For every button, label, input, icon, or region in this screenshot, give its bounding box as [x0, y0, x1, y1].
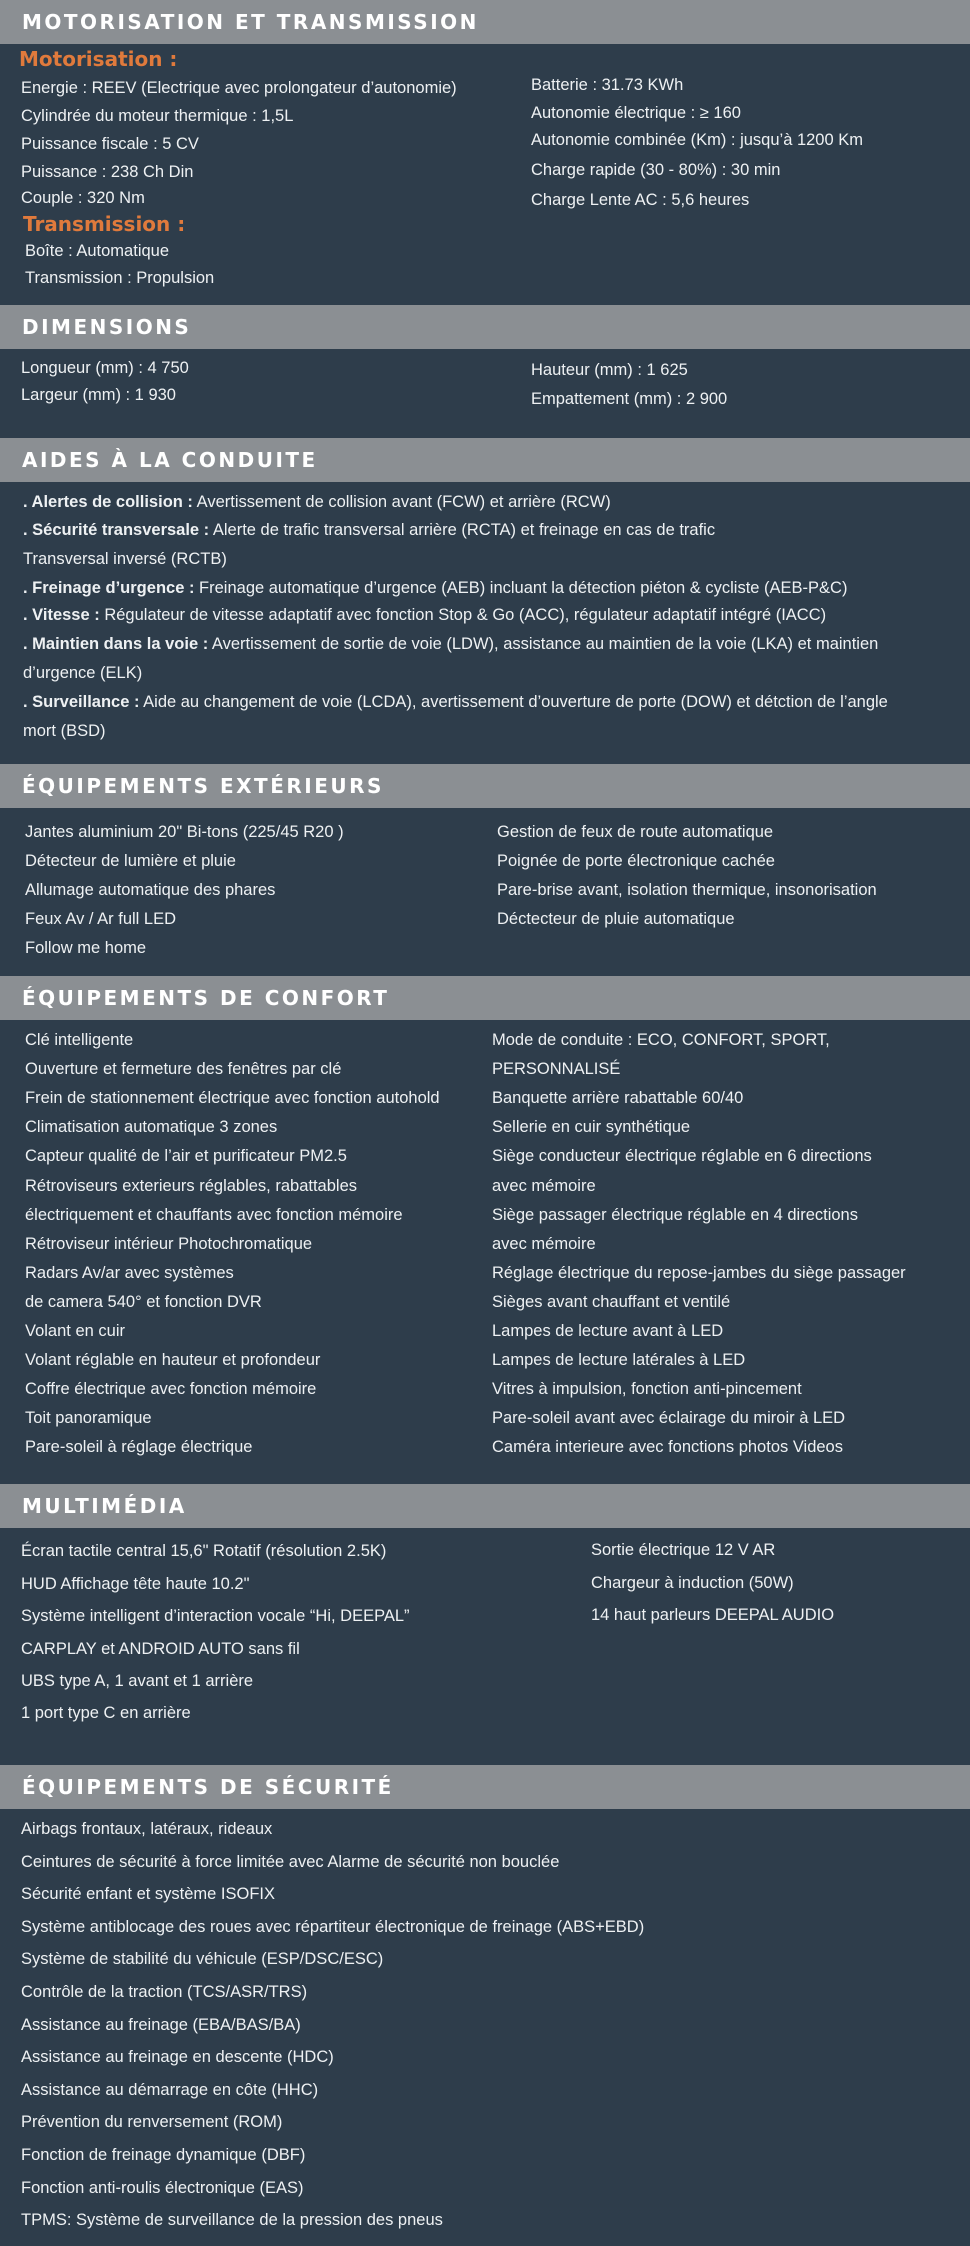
equip-line: Pare-brise avant, isolation thermique, insonorisation [497, 881, 877, 899]
securite-section [0, 1809, 970, 2246]
dimensions-section [0, 349, 970, 439]
equip-line: CARPLAY et ANDROID AUTO sans fil [21, 1640, 300, 1658]
equip-line: Coffre électrique avec fonction mémoire [25, 1380, 317, 1399]
equip-line: Assistance au démarrage en côte (HHC) [21, 2080, 319, 2099]
equip-line: Sellerie en cuir synthétique [492, 1118, 691, 1137]
equip-line: Volant réglable en hauteur et profondeur [25, 1351, 321, 1370]
equip-line: Capteur qualité de l’air et purificateur PM2.5 [25, 1147, 347, 1166]
equip-line: Clé intelligente [25, 1031, 134, 1049]
aide-item: . Sécurité transversale : Alerte de trafic transversal arrière (RCTA) et freinage en cas de trafic [23, 521, 716, 539]
exterieurs-header [0, 764, 970, 808]
equip-line: Vitres à impulsion, fonction anti-pincement [492, 1380, 802, 1399]
equip-line: Écran tactile central 15,6" Rotatif (résolution 2.5K) [21, 1542, 387, 1560]
equip-line: Toit panoramique [25, 1409, 152, 1428]
equip-line: Mode de conduite : ECO, CONFORT, SPORT, [492, 1031, 830, 1049]
equip-line: Sortie électrique 12 V AR [591, 1541, 776, 1559]
aide-item: mort (BSD) [23, 722, 106, 740]
equip-line: Rétroviseurs exterieurs réglables, rabattables [25, 1176, 357, 1195]
equip-line: Sièges avant chauffant et ventilé [492, 1292, 731, 1311]
equip-line: Contrôle de la traction (TCS/ASR/TRS) [21, 1983, 308, 2001]
equip-line: HUD Affichage tête haute 10.2" [21, 1575, 250, 1593]
equip-line: Lampes de lecture avant à LED [492, 1322, 724, 1340]
spec-line: Largeur (mm) : 1 930 [21, 386, 176, 404]
equip-line: Assistance au freinage en descente (HDC) [21, 2048, 334, 2067]
aide-item: . Freinage d’urgence : Freinage automatique d’urgence (AEB) incluant la détection piéton & cycliste (AEB-P&C) [23, 579, 848, 597]
spec-line: Charge rapide (30 - 80%) : 30 min [531, 161, 781, 179]
dimensions-header [0, 305, 970, 349]
equip-line: Radars Av/ar avec systèmes [25, 1263, 234, 1282]
equip-line: Système intelligent d’interaction vocale “Hi, DEEPAL” [21, 1607, 410, 1625]
equip-line: avec mémoire [492, 1234, 596, 1253]
securite-header [0, 1765, 970, 1809]
equip-line: Frein de stationnement électrique avec fonction autohold [25, 1089, 440, 1108]
equip-line: Airbags frontaux, latéraux, rideaux [21, 1820, 273, 1838]
spec-line: Energie : REEV (Electrique avec prolongateur d’autonomie) [21, 79, 457, 97]
spec-line: Transmission : Propulsion [25, 269, 215, 287]
spec-line: Puissance fiscale : 5 CV [21, 135, 199, 153]
equip-line: 14 haut parleurs DEEPAL AUDIO [591, 1606, 835, 1624]
confort-title: ÉQUIPEMENTS DE CONFORT [22, 986, 390, 1010]
multimedia-section [0, 1528, 970, 1764]
equip-line: Siège passager électrique réglable en 4 directions [492, 1205, 858, 1224]
equip-line: Pare-soleil à réglage électrique [25, 1438, 253, 1457]
equip-line: Chargeur à induction (50W) [591, 1574, 794, 1592]
equip-line: Allumage automatique des phares [25, 881, 276, 899]
securite-title: ÉQUIPEMENTS DE SÉCURITÉ [22, 1775, 394, 1799]
confort-section [0, 1020, 970, 1484]
equip-line: Rétroviseur intérieur Photochromatique [25, 1234, 313, 1253]
equip-line: 1 port type C en arrière [21, 1704, 191, 1722]
equip-line: Volant en cuir [25, 1322, 125, 1340]
equip-line: électriquement et chauffants avec fonction mémoire [25, 1205, 403, 1224]
equip-line: Caméra interieure avec fonctions photos Videos [492, 1438, 843, 1457]
aide-item: . Vitesse : Régulateur de vitesse adaptatif avec fonction Stop & Go (ACC), régulateur adaptatif intégré (IACC) [23, 606, 827, 624]
equip-line: Follow me home [25, 939, 147, 957]
spec-line: Empattement (mm) : 2 900 [531, 390, 728, 408]
motorisation-header [0, 0, 970, 44]
spec-line: Autonomie électrique : ≥ 160 [531, 104, 741, 122]
equip-line: Jantes aluminium 20" Bi-tons (225/45 R20 ) [25, 823, 344, 841]
spec-line: Charge Lente AC : 5,6 heures [531, 191, 750, 209]
aides-header [0, 438, 970, 482]
motorisation-subtitle: Motorisation : [19, 47, 178, 71]
aide-item: . Maintien dans la voie : Avertissement de sortie de voie (LDW), assistance au maintien de la voie (LKA) et maintien [23, 635, 879, 653]
equip-line: Feux Av / Ar full LED [25, 910, 177, 928]
equip-line: Système de stabilité du véhicule (ESP/DSC/ESC) [21, 1950, 384, 1969]
equip-line: Poignée de porte électronique cachée [497, 852, 775, 870]
dimensions-title: DIMENSIONS [22, 315, 192, 339]
equip-line: Système antiblocage des roues avec répartiteur électronique de freinage (ABS+EBD) [21, 1917, 645, 1936]
equip-line: Ceintures de sécurité à force limitée avec Alarme de sécurité non bouclée [21, 1852, 560, 1871]
equip-line: Pare-soleil avant avec éclairage du miroir à LED [492, 1409, 846, 1428]
exterieurs-title: ÉQUIPEMENTS EXTÉRIEURS [22, 774, 384, 798]
spec-line: Boîte : Automatique [25, 242, 170, 260]
equip-line: TPMS: Système de surveillance de la pression des pneus [21, 2211, 443, 2230]
confort-header [0, 976, 970, 1020]
aide-item: . Surveillance : Aide au changement de voie (LCDA), avertissement d’ouverture de porte (DOW) et détction de l’angle [23, 693, 888, 711]
equip-line: Détecteur de lumière et pluie [25, 852, 236, 870]
equip-line: Fonction de freinage dynamique (DBF) [21, 2146, 306, 2164]
equip-line: Déctecteur de pluie automatique [497, 910, 735, 928]
multimedia-header [0, 1484, 970, 1528]
equip-line: Ouverture et fermeture des fenêtres par clé [25, 1060, 342, 1079]
equip-line: Prévention du renversement (ROM) [21, 2113, 283, 2132]
equip-line: Fonction anti-roulis électronique (EAS) [21, 2178, 304, 2197]
equip-line: Climatisation automatique 3 zones [25, 1118, 278, 1137]
equip-line: Siège conducteur électrique réglable en 6 directions [492, 1147, 872, 1166]
equip-line: Lampes de lecture latérales à LED [492, 1351, 746, 1370]
spec-line: Autonomie combinée (Km) : jusqu’à 1200 Km [531, 131, 863, 149]
equip-line: Assistance au freinage (EBA/BAS/BA) [21, 2015, 301, 2034]
equip-line: Réglage électrique du repose-jambes du siège passager [492, 1263, 906, 1282]
equip-line: PERSONNALISÉ [492, 1060, 621, 1079]
aide-item: . Alertes de collision : Avertissement de collision avant (FCW) et arrière (RCW) [23, 493, 611, 511]
equip-line: de camera 540° et fonction DVR [25, 1292, 262, 1311]
equip-line: Banquette arrière rabattable 60/40 [492, 1089, 744, 1108]
transmission-subtitle: Transmission : [23, 212, 186, 236]
equip-line: avec mémoire [492, 1176, 596, 1195]
aides-title: AIDES À LA CONDUITE [22, 448, 318, 472]
aide-item: Transversal inversé (RCTB) [23, 550, 227, 568]
spec-line: Puissance : 238 Ch Din [21, 163, 194, 181]
equip-line: Gestion de feux de route automatique [497, 823, 774, 841]
aides-section [0, 482, 970, 764]
equip-line: UBS type A, 1 avant et 1 arrière [21, 1672, 254, 1690]
spec-line: Couple : 320 Nm [21, 189, 145, 207]
multimedia-title: MULTIMÉDIA [22, 1494, 187, 1518]
spec-line: Batterie : 31.73 KWh [531, 76, 684, 94]
spec-line: Longueur (mm) : 4 750 [21, 359, 189, 377]
spec-line: Cylindrée du moteur thermique : 1,5L [21, 107, 294, 125]
aide-item: d’urgence (ELK) [23, 664, 143, 682]
motorisation-section [0, 44, 970, 298]
exterieurs-section [0, 808, 970, 976]
spec-line: Hauteur (mm) : 1 625 [531, 361, 688, 379]
motorisation-title: MOTORISATION ET TRANSMISSION [22, 10, 479, 34]
equip-line: Sécurité enfant et système ISOFIX [21, 1885, 276, 1904]
